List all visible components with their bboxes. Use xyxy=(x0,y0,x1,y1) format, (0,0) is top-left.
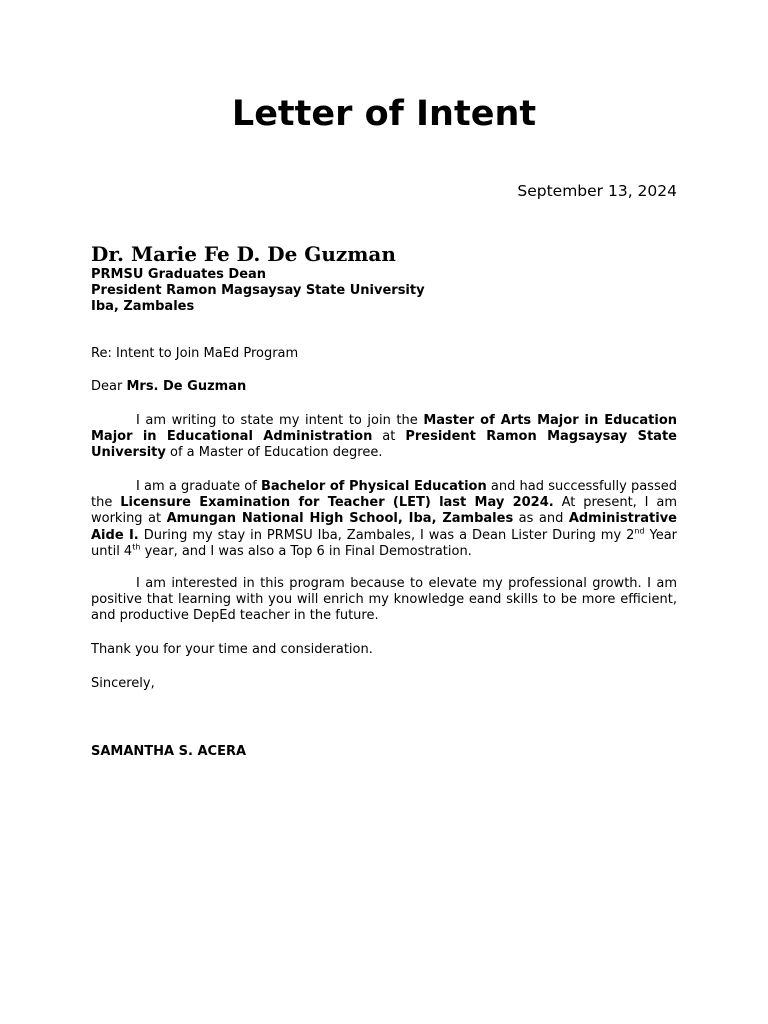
paragraph-motivation xyxy=(91,576,677,625)
paragraph-background xyxy=(91,479,677,560)
recipient-institution: President Ramon Magsaysay State University xyxy=(91,283,425,299)
paragraph-text: I am a graduate of xyxy=(136,479,257,494)
paragraph-text: year, and I was also a Top 6 in Final Demostration. xyxy=(144,543,472,559)
paragraph-intent xyxy=(91,413,677,462)
school-name: Amungan National High School, Iba, Zambales xyxy=(166,511,514,527)
exam-name: Licensure Examination for Teacher (LET) last May 2024. xyxy=(120,495,554,511)
salutation xyxy=(91,379,677,395)
paragraph-text: During my stay in PRMSU Iba, Zambales, I was a Dean Lister During my 2 xyxy=(143,527,635,543)
subject-line: Re: Intent to Join MaEd Program xyxy=(91,346,299,361)
degree-name: Bachelor of Physical Education xyxy=(261,479,487,494)
letter-title: Letter of Intent xyxy=(231,94,537,134)
salutation-name: Mrs. De Guzman xyxy=(126,379,247,394)
paragraph-text: and had successfully passed the xyxy=(91,479,677,511)
paragraph-text: I am interested in this program because to elevate my professional growth. I am positive that learning with you will enrich my knowledge eand skills to be more efficient, and productive DepEd teacher in the future. xyxy=(91,576,677,624)
ordinal-suffix: nd xyxy=(634,526,645,536)
paragraph-text: as and xyxy=(518,511,564,527)
recipient-location: Iba, Zambales xyxy=(91,299,195,315)
paragraph-text: Year until 4 xyxy=(91,527,678,559)
paragraph-text: At present, I am working at xyxy=(91,495,678,527)
paragraph-text: of a Master of Education degree. xyxy=(170,445,383,461)
program-name: Master of Arts Major in Education Major in Educational Administration xyxy=(91,413,678,445)
closing-line: Sincerely, xyxy=(91,676,155,691)
paragraph-text: I am writing to state my intent to join the xyxy=(136,413,418,428)
thanks-line: Thank you for your time and consideration. xyxy=(91,642,373,657)
recipient-name: Dr. Marie Fe D. De Guzman xyxy=(91,242,396,266)
ordinal-suffix: th xyxy=(132,542,141,552)
salutation-prefix: Dear xyxy=(91,379,123,394)
university-name: President Ramon Magsaysay State University xyxy=(91,429,677,461)
paragraph-text: at xyxy=(382,429,396,445)
job-title: Administrative Aide I. xyxy=(91,511,677,543)
signer-name: SAMANTHA S. ACERA xyxy=(91,744,247,759)
recipient-block xyxy=(91,241,677,316)
recipient-position: PRMSU Graduates Dean xyxy=(91,267,267,282)
letter-date: September 13, 2024 xyxy=(517,182,677,200)
